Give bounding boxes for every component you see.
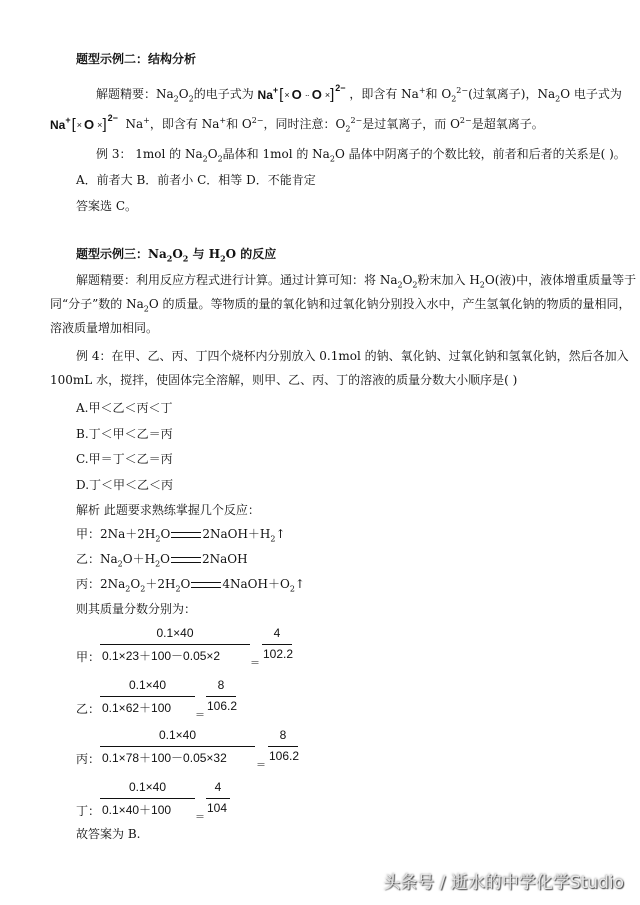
final-answer: 故答案为 B. [76,827,141,841]
mass-fraction-intro: 则其质量分数分别为： [76,602,197,616]
na2o2-electron-formula: Na + [ × O ·· O × ] 2− [257,82,346,103]
na2o-electron-formula: Na + [ × O × ] 2− [50,112,118,133]
fraction-bing: 丙： 0.1×40 0.1×78＋100－0.05×32 ＝ 8 106.2 [76,728,300,771]
example3-answer: 答案选 C。 [76,199,137,213]
section2-tip-line2: Na + [ × O × ] 2− Na+，即含有 Na+和 $O^{2-}$，同时注意：$O_2^{2-}$是过氧离子，而 $O^{2-}$是超氧离子。 [50,112,544,134]
fraction-yi: 乙： 0.1×40 0.1×62＋100 ＝ 8 106.2 [76,678,238,721]
section3-tip-line2: 同“分子”数的 $Na_2O$ 的质量。等物质的量的氧化钠和过氧化钠分别投入水中，产生氢氧化钠的物质的量相同， [50,297,631,314]
example4-line2: 100mL 水，搅拌，使固体完全溶解，则甲、乙、丙、丁的溶液的质量分数大小顺序是( ) [50,373,518,387]
equals-sign [191,582,221,588]
reaction-2: 乙：$Na_2O+H_2O$ 2NaOH [76,552,248,569]
example4-option-a: A.甲＜乙＜丙＜丁 [76,401,173,415]
reaction-1: 甲：$2Na+2H_2O$ $2NaOH+H_2↑$ [76,527,286,544]
example4-option-d: D.丁＜甲＜乙＜丙 [76,478,174,492]
equals-sign [171,532,201,538]
section2-tip-line1: 解题精要：$Na_2O_2$的电子式为 Na + [ × O ·· O × ] 2− ，即含有 Na+和 $O_2^{2-}$(过氧离子)，$Na_2O$ 电子式为 [96,82,622,104]
example3-question: 例 3： 1mol 的 $Na_2O_2$晶体和 1mol 的 $Na_2O$ 晶体中阴离子的个数比较，前者和后者的关系是( )。 [96,147,626,164]
example4-line1: 例 4：在甲、乙、丙、丁四个烧杯内分别放入 0.1mol 的钠、氧化钠、过氧化钠和氢氧化钠，然后各加入 [76,349,629,363]
fraction-jia: 甲： 0.1×40 0.1×23＋100－0.05×2 ＝ 4 102.2 [76,626,294,669]
section3-tip-line3: 溶液质量增加相同。 [50,321,159,335]
equals-sign [171,557,201,563]
section3-heading: 题型示例三：$Na_2O_2$ 与 $H_2O$ 的反应 [76,247,277,264]
example3-options: A．前者大 B．前者小 C．相等 D．不能肯定 [76,173,316,187]
watermark: 头条号 / 逝水的中学化学Studio [383,873,624,893]
fraction-ding: 丁： 0.1×40 0.1×40＋100 ＝ 4 104 [76,778,276,818]
example4-option-b: B.丁＜甲＜乙＝丙 [76,427,173,441]
section2-heading: 题型示例二：结构分析 [76,52,197,66]
reaction-3: 丙：$2Na_2O_2+2H_2O$ $4NaOH+O_2↑$ [76,577,305,594]
example4-option-c: C.甲＝丁＜乙＝丙 [76,452,173,466]
analysis-intro: 解析 此题要求熟练掌握几个反应： [76,503,260,517]
section3-tip-line1: 解题精要：利用反应方程式进行计算。通过计算可知：将 $Na_2O_2$粉末加入 $H_2O$(液)中，液体增重质量等于 [76,273,637,290]
